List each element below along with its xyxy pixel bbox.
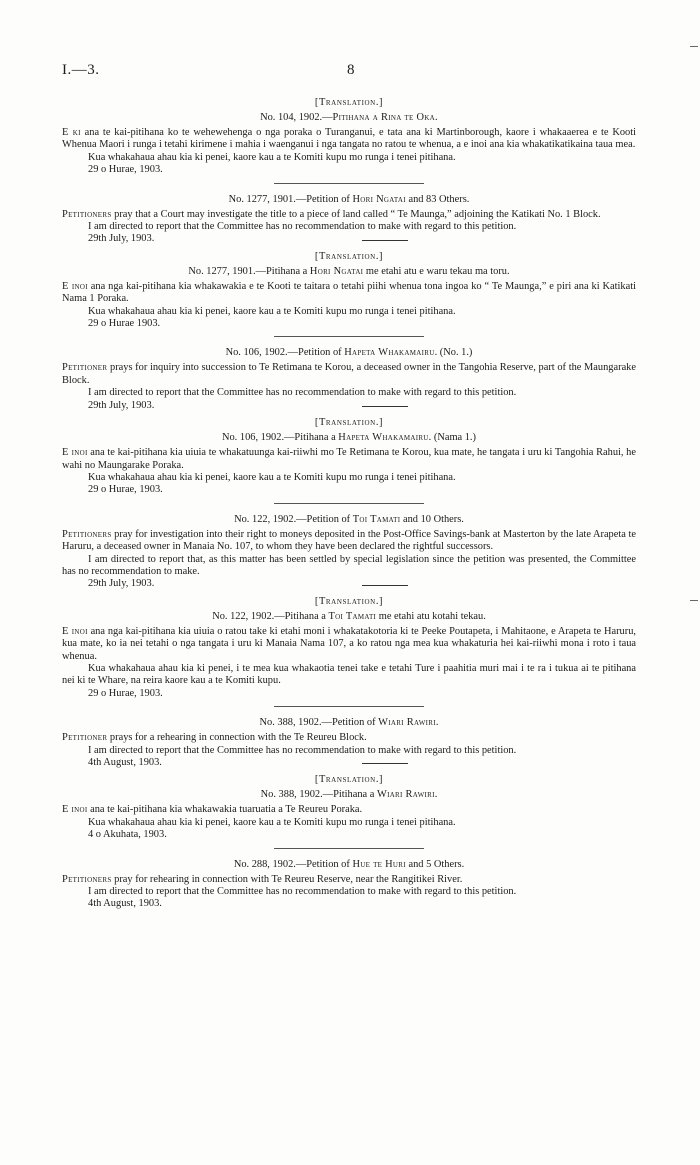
margin-mark xyxy=(690,46,698,47)
translation-heading: [Translation.] xyxy=(314,774,384,786)
petition-prayer: Petitioners pray for rehearing in connection with Te Reureu Reserve, near the Rangitikei River. xyxy=(62,873,463,885)
translation-heading: [Translation.] xyxy=(314,97,384,108)
petition-title: No. 388, 1902.—Pitihana a Wiari Rawiri. xyxy=(260,789,438,801)
petitioner-name: Hue te Huri xyxy=(352,858,406,870)
committee-report: Kua whakahaua ahau kia ki penei, i te mea kua whakaotia tenei take e tetahi Ture i paahitia muri mai i te ra i tukua ai te pitihana nei ki te Whare, na reira kaore kau a te Komiti kupu. xyxy=(62,662,636,687)
petitioner-name: Hori Ngatai xyxy=(309,265,364,277)
petitioner-name: Toi Tamati xyxy=(328,610,377,622)
petition-title: No. 106, 1902.—Petition of Hapeta Whakamairu. (No. 1.) xyxy=(225,347,473,359)
report-date: 29th July, 1903. xyxy=(88,399,155,411)
petition-prayer: Petitioners pray for investigation into their right to moneys deposited in the Post-Office Savings-bank at Masterton by the late Arapeta te Haruru, a deceased owner in Manaia No. 107, to whom they have been declared the rightful successors. xyxy=(62,528,636,553)
petitioner-name: Hapeta Whakamairu xyxy=(338,432,429,444)
petition-prayer: Petitioner prays for inquiry into succession to Te Retimana te Korou, a deceased owner in the Tangohia Reserve, part of the Maungarake Block. xyxy=(62,362,636,386)
petition-section xyxy=(62,96,636,184)
petition-title: No. 106, 1902.—Pitihana a Hapeta Whakamairu. (Nama 1.) xyxy=(221,432,476,444)
petition-title: No. 1277, 1901.—Pitihana a Hori Ngatai me etahi atu e waru tekau ma toru. xyxy=(188,265,510,277)
petition-title: No. 122, 1902.—Pitihana a Toi Tamati me etahi atu kotahi tekau. xyxy=(212,610,486,622)
report-date: 4th August, 1903. xyxy=(88,757,162,768)
petition-section xyxy=(62,346,636,411)
document-reference: I.—3. xyxy=(62,62,100,78)
report-date: 4 o Akuhata, 1903. xyxy=(88,829,167,841)
petition-title: No. 122, 1902.—Petition of Toi Tamati and 10 Others. xyxy=(234,513,464,525)
petition-section xyxy=(62,858,636,911)
petition-title: No. 288, 1902.—Petition of Hue te Huri and 5 Others. xyxy=(233,858,465,870)
petitioner-name: Wiari Rawiri xyxy=(376,789,435,801)
petition-section xyxy=(62,193,636,245)
section-divider xyxy=(274,183,424,184)
translation-heading: [Translation.] xyxy=(314,595,384,607)
petition-section xyxy=(62,416,636,504)
committee-report: Kua whakahaua ahau kia ki penei, kaore kau a te Komiti kupu mo runga i tenei pitihana. xyxy=(88,816,456,828)
report-date: 29 o Hurae, 1903. xyxy=(88,687,163,699)
report-date: 29th July, 1903. xyxy=(88,578,155,590)
petition-title: No. 104, 1902.—Pitihana a Rina te Oka. xyxy=(260,112,438,123)
petition-title: No. 388, 1902.—Petition of Wiari Rawiri. xyxy=(259,717,439,729)
report-date: 29 o Hurae 1903. xyxy=(88,318,161,330)
committee-report: I am directed to report that the Committee has no recommendation to make with regard to this petition. xyxy=(88,886,517,898)
section-divider xyxy=(274,503,424,504)
petition-prayer: E inoi ana nga kai-pitihana kia uiuia o ratou take ki etahi moni i whakatakotoria ki te Peeke Poutapeta, i Mahitaone, e Arapeta te Haruru, kua mate, ko ia nei tetahi o nga tangata i uru ki Manaia Nama 107, a ko ratou nga mea kua whakaturia hei kai-riiwhi mona i roto i taua whenua. xyxy=(62,625,636,662)
petition-prayer: Petitioner prays for a rehearing in connection with the Te Reureu Block. xyxy=(62,732,367,744)
translation-divider xyxy=(362,763,408,764)
petition-prayer: E ki ana te kai-pitihana ko te wehewehenga o nga poraka o Turanganui, e tata ana ki Martinborough, kaore i whakaaerea e te Kooti Whenua Maori i runga i tetahi kirimene i mahia i waenganui i nga tangata no ratou te whenua, a e inoi ana kia whakatikatikaina taua mea. xyxy=(62,127,636,151)
committee-report: Kua whakahaua ahau kia ki penei, kaore kau a te Komiti kupu mo runga i tenei pitihana. xyxy=(88,471,456,483)
report-date: 29 o Hurae, 1903. xyxy=(88,164,163,176)
section-divider xyxy=(274,848,424,849)
petition-section xyxy=(62,595,636,707)
committee-report: I am directed to report that the Committee has no recommendation to make with regard to this petition. xyxy=(88,744,517,756)
petition-section xyxy=(62,716,636,768)
petitioner-name: Wiari Rawiri xyxy=(378,717,436,729)
committee-report: Kua whakahaua ahau kia ki penei, kaore kau a te Komiti kupu mo runga i tenei pitihana. xyxy=(88,151,456,163)
report-date: 29 o Hurae, 1903. xyxy=(88,484,163,496)
petition-prayer: E inoi ana nga kai-pitihana kia whakawakia e te Kooti te taitara o tetahi piihi whenua tona ingoa ko “ Te Maunga,” e piri ana ki Katikati Nama 1 Poraka. xyxy=(62,280,636,305)
section-divider xyxy=(274,706,424,707)
petitioner-name: Hori Ngatai xyxy=(352,193,406,205)
petitioner-name: Hapeta Whakamairu xyxy=(344,347,435,359)
committee-report: I am directed to report that the Committee has no recommendation to make with regard to this petition. xyxy=(88,221,517,233)
page-number: 8 xyxy=(347,62,355,78)
translation-heading: [Translation.] xyxy=(314,417,384,429)
petition-prayer: Petitioners pray that a Court may investigate the title to a piece of land called “ Te Maunga,” adjoining the Katikati No. 1 Block. xyxy=(62,208,601,220)
report-date: 29th July, 1903. xyxy=(88,233,155,245)
section-divider xyxy=(274,336,424,337)
petition-prayer: E inoi ana te kai-pitihana kia uiuia te whakatuunga kai-riiwhi mo Te Retimana te Korou, kua mate, he tangata i uru ki Tangohia Rahui, he wahi no Maungarake Poraka. xyxy=(62,447,636,471)
petition-section xyxy=(62,513,636,590)
translation-divider xyxy=(362,240,408,241)
translation-divider xyxy=(362,406,408,407)
translation-heading: [Translation.] xyxy=(314,250,384,262)
margin-mark xyxy=(690,600,698,601)
committee-report: I am directed to report that, as this matter has been settled by special legislation since the petition was presented, the Committee has no recommendation to make. xyxy=(62,553,636,577)
translation-divider xyxy=(362,585,408,586)
report-date: 4th August, 1903. xyxy=(88,898,162,910)
petition-prayer: E inoi ana te kai-pitihana kia whakawakia tuaruatia a Te Reureu Poraka. xyxy=(62,804,363,816)
petitioner-name: Toi Tamati xyxy=(352,513,401,525)
petition-section xyxy=(62,250,636,338)
committee-report: I am directed to report that the Committee has no recommendation to make with regard to this petition. xyxy=(88,387,517,399)
page-body xyxy=(62,96,636,920)
petitioner-name: Pitihana a Rina te Oka. xyxy=(332,112,438,123)
petition-section xyxy=(62,773,636,848)
petition-title: No. 1277, 1901.—Petition of Hori Ngatai and 83 Others. xyxy=(228,193,470,205)
committee-report: Kua whakahaua ahau kia ki penei, kaore kau a te Komiti kupu mo runga i tenei pitihana. xyxy=(88,305,456,317)
